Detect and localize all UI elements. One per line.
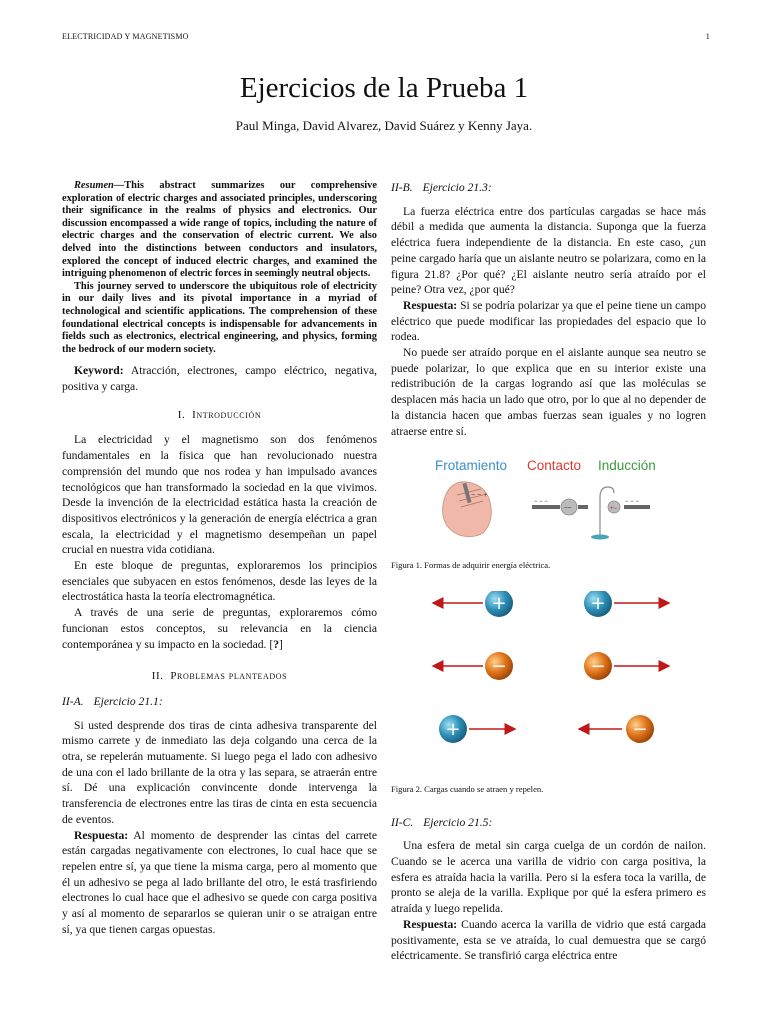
figure-label-induccion: Inducción bbox=[598, 458, 656, 474]
svg-text:−−: −− bbox=[564, 505, 572, 513]
running-header bbox=[62, 32, 710, 41]
page-number: 1 bbox=[705, 32, 710, 41]
answer-label: Respuesta: bbox=[403, 298, 458, 312]
figure-2-caption: Figura 2. Cargas cuando se atraen y repelen. bbox=[391, 783, 544, 794]
section-number: II. bbox=[151, 670, 164, 683]
svg-text:+−: +− bbox=[610, 506, 618, 513]
answer-text: Cuando acerca la varilla de vidrio que está cargada positivamente, esta se ve atraída, lo cual demuestra que se cargó eléctricamente. Se transfirió carga eléctrica entre bbox=[391, 917, 706, 963]
figure-label-frotamiento: Frotamiento bbox=[435, 458, 508, 474]
intro-paragraph-1: La electricidad y el magnetismo son dos fenómenos fundamentales en la física que han revolucionado nuestra comprensión del mundo que nos rodea y han impulsado avances tecnológicos que han transformado la sociedad en la que vivimos. Desde la invención de la electricidad estática hasta la creación de dispositivos electrónicos y la generación de energía eléctrica a gran escala, la electricidad y el magnetismo desempeñan un papel crucial en nuestra vida cotidiana. bbox=[62, 433, 377, 557]
rubbing-hand-illustration bbox=[443, 482, 492, 537]
paper-title: Ejercicios de la Prueba 1 bbox=[239, 72, 529, 104]
subsection-title: Ejercicio 21.3: bbox=[422, 181, 492, 194]
figure-label-contacto: Contacto bbox=[527, 458, 582, 474]
exercise-21-3-answer bbox=[391, 298, 706, 345]
exercise-21-5-answer bbox=[391, 917, 706, 964]
svg-text:−: − bbox=[491, 655, 507, 677]
subsection-label: II-B. bbox=[391, 181, 413, 194]
abstract-paragraph-1 bbox=[62, 180, 377, 281]
keyword-text: Atracción, electrones, campo eléctrico, negativa, positiva y carga. bbox=[62, 364, 377, 394]
keyword-label: Keyword: bbox=[74, 364, 124, 378]
subsection-title: Ejercicio 21.5: bbox=[423, 815, 493, 829]
citation-ref[interactable]: ? bbox=[273, 637, 279, 651]
exercise-21-3-statement: La fuerza eléctrica entre dos partículas cargadas se hace más débil a medida que aumenta la distancia. Suponga que la fuerza eléctrica fuera independiente de la distancia. En este caso, ¿un peine cargado haría que un aislante neutro se polarizara, como en la figura 21.8? ¿Por qué? ¿El aislante neutro sería atraído por el peine? Otra vez, ¿por qué? bbox=[391, 204, 706, 297]
svg-text:− − −: − − − bbox=[534, 499, 548, 506]
running-title: ELECTRICIDAD Y MAGNETISMO bbox=[62, 32, 189, 41]
contact-illustration bbox=[532, 499, 588, 515]
exercise-21-5-statement: Una esfera de metal sin carga cuelga de un cordón de nailon. Cuando se le acerca una varilla de vidrio con carga positiva, la esfera es atraída hacia la varilla. Pero si la esfera toca la varilla, de pronto se aleja de la varilla. Explique por qué la esfera primero es atraída y luego repelida. bbox=[391, 839, 706, 916]
paper-authors: Paul Minga, David Alvarez, David Suárez y Kenny Jaya. bbox=[235, 118, 533, 133]
svg-text:−: − bbox=[590, 655, 606, 677]
section-title: Introducción bbox=[192, 408, 262, 421]
subsection-heading-21-3 bbox=[391, 180, 706, 196]
intro-text-3: A través de una serie de preguntas, exploraremos cómo funcionan estos conceptos, su relevancia en la ciencia contemporánea y su impacto en la sociedad. [ bbox=[62, 606, 377, 651]
attract-opposite-pair bbox=[439, 715, 654, 743]
svg-text:+: + bbox=[445, 718, 461, 740]
repel-positive-pair bbox=[433, 591, 669, 617]
subsection-label: II-C. bbox=[391, 815, 414, 829]
answer-label: Respuesta: bbox=[74, 828, 129, 842]
abstract-lead: Resumen bbox=[74, 180, 114, 191]
abstract-paragraph-2: This journey served to underscore the ubiquitous role of electricity in our daily lives and its pivotal importance in a myriad of technological and scientific applications. The comprehension of these foundational electrical concepts is indispensable for advancements in fields such as electronics, electrical engineering, and physics, forming the bedrock of our modern society. bbox=[62, 280, 377, 355]
figure-1-electrification bbox=[391, 457, 709, 547]
keywords bbox=[62, 363, 377, 394]
answer-label: Respuesta: bbox=[403, 917, 458, 931]
svg-text:− − +: − − + bbox=[471, 492, 488, 500]
subsection-heading-21-1 bbox=[62, 694, 377, 710]
svg-text:− − −: − − − bbox=[625, 499, 639, 506]
figure-1-caption: Figura 1. Formas de adquirir energía eléctrica. bbox=[391, 559, 551, 570]
abstract bbox=[62, 180, 377, 356]
exercise-21-3-paragraph-2: No puede ser atraído porque en el aislante aunque sea neutro se puede polarizar, lo que explica que en su interior existe una redistribución de la cargas logrando así que las moléculas se desplacen más hacia un lado que otro, por lo que al no depender de la distancia hacen que ambas fuerzas sean iguales y no logren atraerse entre sí. bbox=[391, 346, 706, 438]
section-number: I. bbox=[177, 408, 186, 421]
abstract-text-1: —This abstract summarizes our comprehensive exploration of electric charges and associated principles, underscoring their significance in the realms of physics and electronics. Our discussion encompassed a wide range of topics, including the nature of electric charges and the conservation of electric current. We also delved into the distinctions between conductors and insulators, explored the concept of induced electric charges, and examined the intriguing phenomenon of electric forces in seemingly neutral objects. bbox=[62, 180, 377, 280]
section-title: Problemas planteados bbox=[170, 670, 288, 683]
left-column bbox=[62, 180, 377, 938]
repel-negative-pair bbox=[433, 652, 669, 680]
right-column bbox=[391, 180, 706, 964]
answer-text: Si se podría polarizar ya que el peine tiene un campo eléctrico que puede modificar las propiedades del espacio que lo rodea. bbox=[391, 298, 706, 344]
svg-text:+: + bbox=[590, 592, 606, 614]
exercise-21-1-answer bbox=[62, 828, 377, 938]
subsection-title: Ejercicio 21.1: bbox=[93, 694, 163, 708]
subsection-heading-21-5 bbox=[391, 815, 706, 831]
intro-text-3-end: ] bbox=[278, 637, 283, 651]
section-heading-problemas bbox=[62, 669, 377, 685]
answer-text: Al momento de desprender las cintas del carrete están cargadas negativamente con electrones, lo cual hace que se repelen entre sí, ya que tiene la misma carga, pero al momento que él un adhesivo se pega al lado brillante del otro, le está trasfiriendo electrones lo cual hace que el adhesivo se quede con carga positiva y así al momento de separarlos se quieran unir o se atraigan entre sí, ya que tienen cargas opuestas. bbox=[62, 828, 377, 936]
subsection-label: II-A. bbox=[62, 694, 84, 708]
svg-text:−: − bbox=[632, 718, 648, 740]
figure-2-charges bbox=[391, 591, 709, 769]
svg-text:+: + bbox=[491, 592, 507, 614]
intro-paragraph-3 bbox=[62, 605, 377, 652]
intro-paragraph-2: En este bloque de preguntas, exploraremos los principios esenciales que subyacen en estos fenómenos, desde las leyes de la electrostática hasta la teoría electromagnética. bbox=[62, 559, 377, 604]
exercise-21-1-statement: Si usted desprende dos tiras de cinta adhesiva transparente del mismo carrete y de inmediato las deja colgando una cerca de la otra, se repelerán mutuamente. Si luego pega el lado con adhesivo de una con el lado brillante de la otra y las separa, se atraerán entre sí. Dé una explicación convincente donde intervenga la transferencia de electrones entre las tiras de cinta en esta secuencia de eventos. bbox=[62, 718, 377, 826]
induction-illustration bbox=[591, 487, 650, 540]
section-heading-introduccion bbox=[62, 408, 377, 424]
